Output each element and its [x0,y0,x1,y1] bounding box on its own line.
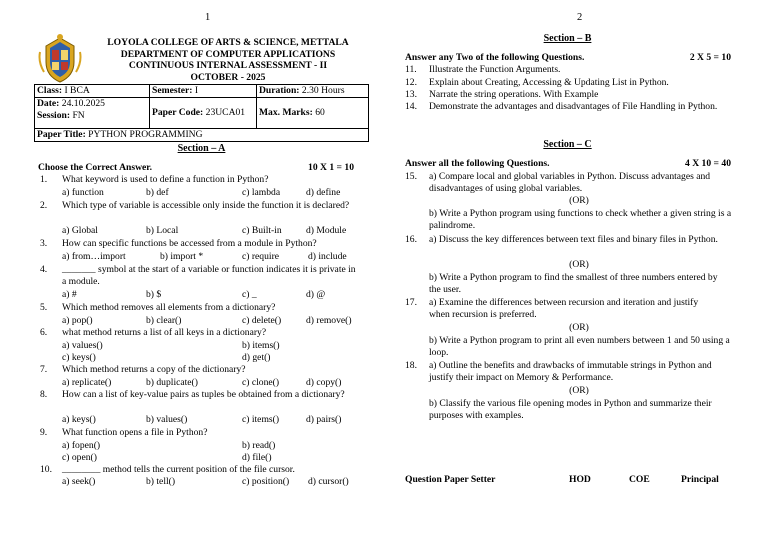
option-b: b) read() [242,440,276,451]
section-a-marks: 10 X 1 = 10 [308,162,354,173]
exam-header [90,37,366,83]
option-d: d) Module [306,225,347,236]
section-c-instruction-row [405,158,731,170]
signature-principal: Principal [681,474,719,485]
option-c: c) position() [242,476,290,487]
question-number: 8. [40,389,48,400]
question-number: 16. [405,234,417,245]
signature-coe: COE [629,474,650,485]
question-text: what method returns a list of all keys in a dictionary? [62,327,267,338]
or-label: (OR) [569,259,589,270]
question-text: What function opens a file in Python? [62,427,208,438]
option-d: d) cursor() [308,476,349,487]
option-c: c) keys() [62,352,96,363]
question-number: 2. [40,200,48,211]
section-b-instruction-row [405,52,731,64]
signature-hod: HOD [569,474,591,485]
option-d: d) remove() [306,315,352,326]
or-label: (OR) [569,322,589,333]
question-text: Which method removes all elements from a dictionary? [62,302,276,313]
question-number: 9. [40,427,48,438]
semester-value: I [194,85,199,96]
question-part-a: a) Compare local and global variables in Python. Discuss advantages and disadvantages of using global variables. [429,171,711,194]
option-d: d) get() [242,352,271,363]
option-a: a) seek() [62,476,96,487]
question-part-b: b) Write a Python program to find the smallest of three numbers entered by the user. [429,272,718,295]
option-b: b) tell() [146,476,176,487]
option-b: b) def [146,187,169,198]
section-a-instruction-row [38,162,354,174]
option-b: b) values() [146,414,188,425]
question-number: 5. [40,302,48,313]
exam-month: OCTOBER - 2025 [190,71,266,83]
section-c-marks: 4 X 10 = 40 [685,158,731,169]
question-part-b: b) Write a Python program to print all even numbers between 1 and 50 using a loop. [429,335,730,358]
option-d: d) file() [242,452,272,463]
question-text: Which method returns a copy of the dictionary? [62,364,246,375]
question-number: 17. [405,297,417,308]
question-text: Illustrate the Function Arguments. [429,64,561,75]
question-part-a: a) Examine the differences between recursion and iteration and justify when recursion is preferred. [429,297,699,320]
question-text: _______ symbol at the start of a variable or function indicates it is private in a module. [62,264,356,287]
section-c-title: Section – C [543,139,592,150]
section-b-marks: 2 X 5 = 10 [689,52,731,63]
option-c: c) clone() [242,377,280,388]
question-number: 12. [405,77,417,88]
option-a: a) keys() [62,414,96,425]
option-b: b) items() [242,340,280,351]
college-crest-logo [38,32,82,84]
class-label: Class: [37,85,63,96]
option-c: c) items() [242,414,280,425]
paper-code-label: Paper Code: [152,107,204,119]
question-text: Explain about Creating, Accessing & Updating List in Python. [429,77,669,88]
question-number: 18. [405,360,417,371]
department-name: DEPARTMENT OF COMPUTER APPLICATIONS [120,48,336,60]
duration-label: Duration: [259,85,300,96]
section-c-instruction: Answer all the following Questions. [405,158,550,169]
duration-value: 2.30 Hours [301,85,345,96]
question-text: How can specific functions be accessed from a module in Python? [62,238,317,249]
option-a: a) replicate() [62,377,112,388]
question-text: Demonstrate the advantages and disadvantages of File Handling in Python. [429,101,718,112]
question-part-a: a) Outline the benefits and drawbacks of immutable strings in Python and justify their impact on Memory & Performance. [429,360,712,383]
exam-info-table [34,84,369,142]
option-d: d) pairs() [306,414,342,425]
option-d: d) include [308,251,347,262]
college-name: LOYOLA COLLEGE OF ARTS & SCIENCE, METTALA [107,37,349,48]
paper-code-value: 23UCA01 [205,107,246,119]
page-number: 1 [205,12,211,23]
max-marks-value: 60 [315,107,325,119]
signature-paper-setter: Question Paper Setter [405,474,496,485]
question-number: 7. [40,364,48,375]
option-a: a) Global [62,225,98,236]
section-a-title: Section – A [177,143,226,154]
question-part-a: a) Discuss the key differences between text files and binary files in Python. [429,234,718,245]
session-value: FN [72,109,85,121]
option-c: c) require [242,251,280,262]
option-d: d) copy() [306,377,342,388]
assessment-name: CONTINUOUS INTERNAL ASSESSMENT - II [128,60,328,72]
option-c: c) _ [242,289,257,300]
option-b: b) duplicate() [146,377,198,388]
or-label: (OR) [569,195,589,206]
question-number: 11. [405,64,417,75]
date-label: Date: [37,98,60,109]
option-b: b) clear() [146,315,182,326]
option-a: a) fopen() [62,440,101,451]
option-b: b) import * [160,251,204,262]
class-value: I BCA [64,85,90,96]
option-c: c) open() [62,452,97,463]
option-a: a) values() [62,340,103,351]
option-a: a) from…import [62,251,126,262]
option-d: d) define [306,187,341,198]
question-number: 1. [40,174,48,185]
option-a: a) # [62,289,77,300]
semester-label: Semester: [152,85,193,96]
question-number: 6. [40,327,48,338]
paper-title-label: Paper Title: [37,129,86,140]
question-text: Narrate the string operations. With Example [429,89,599,100]
question-text: Which type of variable is accessible only inside the function it is declared? [62,200,350,211]
question-text: What keyword is used to define a function in Python? [62,174,269,185]
session-label: Session: [37,109,71,121]
question-number: 13. [405,89,417,100]
option-b: b) $ [146,289,162,300]
question-text: ________ method tells the current position of the file cursor. [62,464,295,475]
option-c: c) delete() [242,315,282,326]
section-a-instruction: Choose the Correct Answer. [38,162,153,173]
question-text: How can a list of key-value pairs as tuples be obtained from a dictionary? [62,389,345,400]
option-a: a) pop() [62,315,93,326]
section-b-title: Section – B [543,33,592,44]
option-c: c) Built-in [242,225,282,236]
question-number: 15. [405,171,417,182]
question-number: 4. [40,264,48,275]
option-a: a) function [62,187,104,198]
question-part-b: b) Write a Python program using functions to check whether a given string is a palindrome. [429,208,732,231]
or-label: (OR) [569,385,589,396]
question-part-b: b) Classify the various file opening modes in Python and summarize their purposes with examples. [429,398,712,421]
option-b: b) Local [146,225,179,236]
paper-title-value: PYTHON PROGRAMMING [88,129,203,140]
section-b-instruction: Answer any Two of the following Questions. [405,52,585,63]
max-marks-label: Max. Marks: [259,107,313,119]
option-d: d) @ [306,289,326,300]
date-value: 24.10.2025 [61,98,105,109]
question-number: 3. [40,238,48,249]
option-c: c) lambda [242,187,281,198]
question-number: 14. [405,101,417,112]
page-number: 2 [577,12,583,23]
question-number: 10. [40,464,52,475]
